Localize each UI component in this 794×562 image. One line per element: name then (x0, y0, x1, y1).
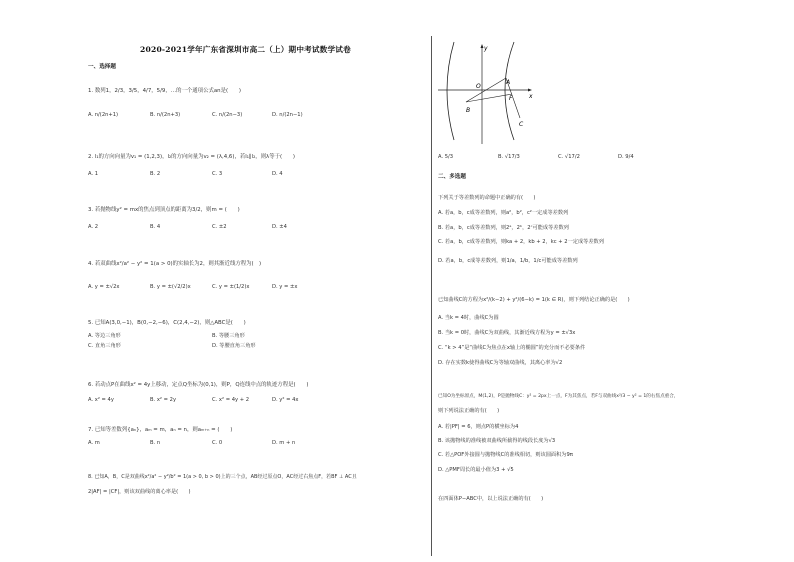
q8-option-d[interactable]: D. 9/4 (618, 154, 634, 160)
q5-option-c[interactable]: C. 直角三角形 (88, 343, 121, 349)
q10-option-d[interactable]: D. 存在实数k使得曲线C为等轴双曲线，其离心率为√2 (438, 360, 563, 366)
question-6: 6. 若动点P在曲线x² = 4y上移动，定点Q坐标为(0,1)，则P，Q连线中点的轨迹方程是( ) (88, 382, 309, 388)
q10-option-c[interactable]: C. “k > 4”是“曲线C为焦点在x轴上的椭圆”的充分而不必要条件 (438, 345, 586, 351)
column-divider (431, 36, 432, 556)
hyperbola-right-branch (505, 42, 514, 140)
q6-option-b[interactable]: B. x² = 2y (150, 397, 177, 403)
q3-option-c[interactable]: C. ±2 (212, 224, 227, 230)
q7-option-a[interactable]: A. m (88, 440, 100, 446)
q6-option-a[interactable]: A. x² = 4y (88, 397, 114, 403)
question-11-line-2: 则下列说法正确的有( ) (438, 408, 500, 414)
question-4: 4. 若双曲线x²/a² − y² = 1(a > 0)的实轴长为2，则其渐近线方程为( ) (88, 261, 262, 267)
question-11-line-1: 已知O为坐标原点，M(1,2)，P是抛物线C：y² = 2px上一点，F为其焦点，若F与双曲线x²/3 − y² = 1的右焦点重合， (438, 394, 679, 399)
q1-option-a[interactable]: A. n/(2n+1) (88, 112, 119, 118)
question-7: 7. 已知等差数列{aₙ}，aₘ = m，aₙ = n，则aₘ₊ₙ = ( ) (88, 427, 233, 433)
q9-option-d[interactable]: D. 若a，b，c成等差数列，则1/a，1/b，1/c可能成等差数列 (438, 258, 578, 264)
q10-option-a[interactable]: A. 当k = 4时，曲线C为圆 (438, 315, 499, 321)
q5-option-a[interactable]: A. 等边三角形 (88, 333, 121, 339)
question-1: 1. 数列1，2/3，3/5，4/7，5/9，…的一个通项公式an是( ) (88, 88, 241, 94)
q8-option-a[interactable]: A. 5/3 (438, 154, 454, 160)
label-b: B (466, 107, 471, 114)
q2-option-a[interactable]: A. 1 (88, 171, 99, 177)
question-2: 2. l₁的方向向量为v₁ = (1,2,3)，l₂的方向向量为v₂ = (λ,4,6)，若l₁∥l₂，则λ等于( ) (88, 154, 295, 160)
label-y: y (484, 45, 488, 52)
q8-option-c[interactable]: C. √17/2 (558, 154, 580, 160)
section-heading-multi-choice: 二、多选题 (438, 174, 466, 180)
q3-option-b[interactable]: B. 4 (150, 224, 161, 230)
label-o: O (476, 83, 481, 90)
q10-option-b[interactable]: B. 当k = 0时，曲线C为双曲线，其渐近线方程为y = ±√3x (438, 330, 576, 336)
question-9: 下列关于等差数列的命题中正确的有( ) (438, 195, 536, 201)
q7-option-b[interactable]: B. n (150, 440, 161, 446)
q4-option-c[interactable]: C. y = ±(1/2)x (212, 284, 250, 290)
question-8-line-2: 2|AF| = |CF|，则该双曲线的离心率是( ) (88, 489, 191, 495)
label-f: F (509, 95, 513, 102)
q1-option-c[interactable]: C. n/(2n−3) (212, 112, 243, 118)
q11-option-c[interactable]: C. 若△POF外接圆与抛物线C的准线相切，则该圆面积为9π (438, 452, 573, 458)
q3-option-d[interactable]: D. ±4 (272, 224, 287, 230)
q4-option-d[interactable]: D. y = ±x (272, 284, 298, 290)
x-axis-arrow (528, 89, 532, 92)
question-12: 在四面体P−ABC中，以上说法正确的有( ) (438, 496, 544, 502)
hyperbola-figure (436, 40, 548, 145)
q8-option-b[interactable]: B. √17/3 (498, 154, 520, 160)
q2-option-b[interactable]: B. 2 (150, 171, 161, 177)
hyperbola-left-branch (447, 42, 454, 140)
q2-option-d[interactable]: D. 4 (272, 171, 283, 177)
q4-option-a[interactable]: A. y = ±√2x (88, 284, 120, 290)
label-x: x (529, 93, 533, 100)
q5-option-b[interactable]: B. 等腰三角形 (212, 333, 245, 339)
question-3: 3. 若抛物线y² = mx的焦点到顶点的距离为3/2，则m = ( ) (88, 207, 240, 213)
q9-option-a[interactable]: A. 若a，b，c成等差数列，则a²，b²，c²一定成等差数列 (438, 210, 569, 216)
q6-option-d[interactable]: D. y² = 4x (272, 397, 299, 403)
q4-option-b[interactable]: B. y = ±(√2/2)x (150, 284, 191, 290)
question-10: 已知曲线C的方程为x²/(k−2) + y²/(6−k) = 1(k ∈ R)，则下列结论正确的是( ) (438, 297, 630, 303)
q5-option-d[interactable]: D. 等腰直角三角形 (212, 343, 256, 349)
q6-option-c[interactable]: C. x² = 4y + 2 (212, 397, 250, 403)
q1-option-b[interactable]: B. n/(2n+3) (150, 112, 181, 118)
section-heading-single-choice: 一、选择题 (88, 64, 116, 70)
q11-option-a[interactable]: A. 若|PF| = 6，则点P的横坐标为4 (438, 424, 519, 430)
q1-option-d[interactable]: D. n/(2n−1) (272, 112, 303, 118)
q7-option-d[interactable]: D. m + n (272, 440, 296, 446)
q7-option-c[interactable]: C. 0 (212, 440, 223, 446)
page-title: 2020-2021学年广东省深圳市高二（上）期中考试数学试卷 (140, 45, 351, 54)
label-a: A (506, 79, 511, 86)
q11-option-b[interactable]: B. 该抛物线的准线被双曲线所截得的线段长度为√3 (438, 438, 556, 444)
label-c: C (519, 121, 524, 128)
q3-option-a[interactable]: A. 2 (88, 224, 99, 230)
q11-option-d[interactable]: D. △PMF周长的最小值为3 + √5 (438, 467, 514, 473)
question-5: 5. 已知A(3,0,−1)，B(0,−2,−6)，C(2,4,−2)，则△ABC是( ) (88, 320, 246, 326)
q9-option-b[interactable]: B. 若a，b，c成等差数列，则2ᵃ，2ᵇ，2ᶜ可能成等差数列 (438, 225, 569, 231)
question-8-line-1: 8. 已知A，B，C是双曲线x²/a² − y²/b² = 1(a > 0, b > 0)上的三个点，AB经过原点O，AC经过右焦点F，若BF ⊥ AC且 (88, 474, 357, 480)
q2-option-c[interactable]: C. 3 (212, 171, 223, 177)
q9-option-c[interactable]: C. 若a，b，c成等差数列，则ka + 2，kb + 2，kc + 2一定成等差数列 (438, 239, 604, 245)
